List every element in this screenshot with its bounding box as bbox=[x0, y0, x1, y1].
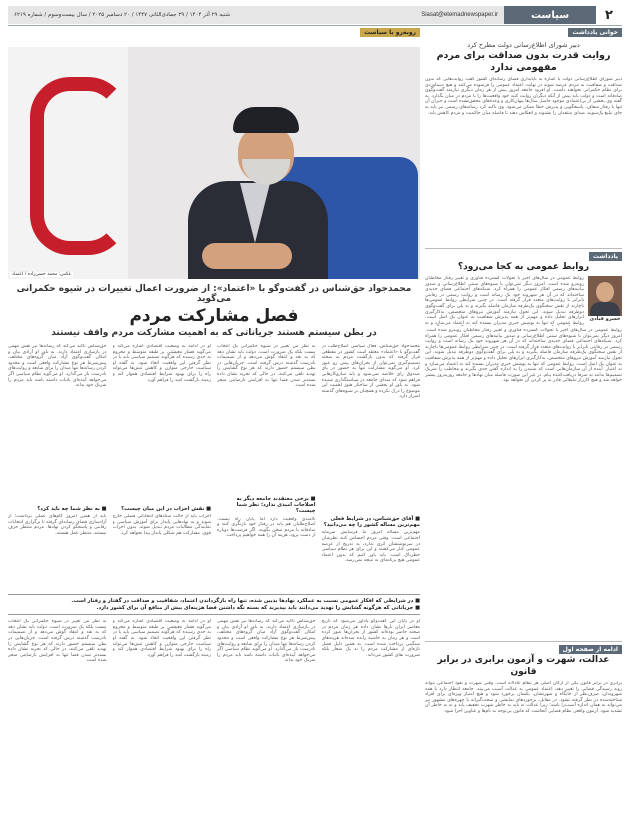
col6-text: حق‌شناس تاکید می‌کند که رسانه‌ها نیز نقش مهمی در بازسازی اعتماد دارند. به باور او آزادی بیان و امکان گفت‌وگوی آزاد میان گروه‌های مختلف، پیش‌شرط هر نوع مشارکت واقعی است و محدود کردن رسانه‌ها تنها میدان را برای شایعه و روایت‌های نادرست باز می‌گذارد. او می‌گوید نظام سیاسی اگر می‌خواهد آینده‌ای باثبات داشته باشد باید مردم را شریک خود بداند. bbox=[217, 619, 316, 664]
story3-body: برابری در برابر قانون یکی از ارکان اصلی هر نظام عادلانه است. وقتی شهرت و نفوذ اجتماعی بتواند روند رسیدگی قضایی را تغییر دهد، اعتماد عمومی به عدالت آسیب می‌بیند. جامعه انتظار دارد با همه شهروندان، صرف‌نظر از جایگاه و شهرتشان، یکسان برخورد شود و هیچ امتیاز ویژه‌ای برای افراد شناخته‌شده در نظر گرفته نشود. در مقابل، برخوردهای نمایشی و سخت‌گیرانه با چهره‌های مشهور نیز می‌تواند به همان اندازه آسیب‌زا باشد؛ زیرا عدالت نه باید به خاطر شهرت تخفیف یابد و نه به خاطر آن تشدید شود. آزمون واقعی نظام قضایی آنجاست که قانون بی‌توجه به نام‌ها و عناوین اجرا شود. bbox=[425, 681, 622, 714]
col4-text: حق‌شناس تاکید می‌کند که رسانه‌ها نیز نقش مهمی در بازسازی اعتماد دارند. به باور او آزادی بیان و امکان گفت‌وگوی آزاد میان گروه‌های مختلف، پیش‌شرط هر نوع مشارکت واقعی است و محدود کردن رسانه‌ها تنها میدان را برای شایعه و روایت‌های نادرست باز می‌گذارد. او می‌گوید نظام سیاسی اگر می‌خواهد آینده‌ای باثبات داشته باشد باید مردم را شریک خود بداند. bbox=[8, 344, 107, 389]
article-columns-lower bbox=[8, 619, 420, 769]
main-title: فصل مشارکت مردم bbox=[129, 306, 299, 326]
masthead bbox=[8, 6, 622, 24]
col2-question: ■ برخی معتقدند جامعه دیگر به اصلاحات امیدی ندارد؛ نظر شما چیست؟ bbox=[236, 496, 316, 515]
story1-overline: دبیر شورای اطلاع‌رسانی دولت مطرح کرد bbox=[467, 41, 580, 49]
kicker-2: یادداشت bbox=[589, 252, 622, 261]
col5-text: او در پایان این گفت‌وگو یادآور می‌شود که تاریخ معاصر ایران بارها نشان داده هر زمان مردم در صحنه حاضر بوده‌اند کشور از بحران‌ها عبور کرده است و هر زمان به حاشیه رانده شده‌اند هزینه‌های سنگینی پرداخت شده است. به همین دلیل فصل تازه‌ای از مشارکت مردم را نه یک شعار بلکه ضرورت بقای کشور می‌داند. bbox=[321, 619, 420, 658]
author-block bbox=[425, 276, 622, 326]
right-column bbox=[425, 28, 622, 812]
col3-text: او در ادامه به وضعیت اقتصادی اشاره می‌کند و می‌گوید فشار معیشتی بر طبقه متوسط و محروم به حدی رسیده که هرگونه تصمیم سیاسی باید با در نظر گرفتن این واقعیت اتخاذ شود. به گفته او سیاست خارجی متوازن و کاهش تنش‌ها می‌تواند راه را برای بهبود شرایط اقتصادی هموار کند و زمینه بازگشت امید را فراهم آورد. bbox=[112, 344, 211, 383]
col1-answer: مهم‌ترین مساله امروز ما فرسایش سرمایه اجتماعی است. وقتی مردم احساس کنند نظرشان در سرنوشتشان اثری ندارد، به تدریج از عرصه عمومی کنار می‌کشند و این برای هر نظام سیاسی خطرناک است. باید باور کنیم که بدون اعتماد عمومی هیچ برنامه‌ای به نتیجه نمی‌رسد. bbox=[321, 530, 420, 564]
article-columns bbox=[8, 344, 420, 590]
article-col-1 bbox=[322, 344, 421, 590]
section-label: سیاست bbox=[504, 6, 596, 24]
main-kicker: روبه‌رو با سیاست bbox=[360, 28, 420, 37]
col7-text: او در ادامه به وضعیت اقتصادی اشاره می‌کند و می‌گوید فشار معیشتی بر طبقه متوسط و محروم به حدی رسیده که هرگونه تصمیم سیاسی باید با در نظر گرفتن این واقعیت اتخاذ شود. به گفته او سیاست خارجی متوازن و کاهش تنش‌ها می‌تواند راه را برای بهبود شرایط اقتصادی هموار کند و زمینه بازگشت امید را فراهم آورد. bbox=[112, 619, 211, 658]
story1-title: روایت قدرت بدون صداقت برای مردم مفهومی ندارد bbox=[436, 50, 611, 73]
col8-text: به نظر من تغییر در شیوه حکمرانی یک انتخاب نیست بلکه یک ضرورت است. دولت باید نشان دهد که به نقد و انتقاد گوش می‌دهد و از تصمیمات نادرست گذشته درس گرفته است. جریان‌هایی در بطن سیستم حضور دارند که هر نوع گشایش را تهدید تلقی می‌کنند، در حالی که تجربه نشان داده بسته‌تر شدن فضا تنها به افزایش نارضایتی منجر شده است. bbox=[8, 619, 107, 664]
col2-text: به نظر من تغییر در شیوه حکمرانی یک انتخاب نیست بلکه یک ضرورت است. دولت باید نشان دهد که به نقد و انتقاد گوش می‌دهد و از تصمیمات نادرست گذشته درس گرفته است. جریان‌هایی در بطن سیستم حضور دارند که هر نوع گشایش را تهدید تلقی می‌کنند، در حالی که تجربه نشان داده بسته‌تر شدن فضا تنها به افزایش نارضایتی منجر شده است. bbox=[217, 344, 316, 389]
divider bbox=[425, 641, 622, 642]
kicker-3: ادامه از صفحه اول bbox=[559, 645, 622, 654]
site-email[interactable]: Siasat@etemadnewspaper.ir bbox=[421, 12, 498, 18]
masthead-info bbox=[8, 6, 504, 24]
date-line: شنبه ۲۹ آذر ۱۴۰۴ / ۲۹ جمادی‌الثانی ۱۴۴۷ / ۲۰ دسامبر ۲۰۲۵ / سال بیست‌وسوم / شماره ۶۲۱۹ bbox=[14, 12, 231, 18]
kicker-1: خوانی یادداشت bbox=[568, 28, 622, 37]
article-col-2 bbox=[217, 344, 316, 590]
author-photo bbox=[588, 276, 622, 326]
col3-answer: احزاب باید از حالت ستادهای انتخاباتی فصلی خارج شوند و به نهادهایی پایدار برای آموزش سیاسی و نمایندگی مطالبات مردم تبدیل شوند. بدون احزاب قوی، مشارکت هم شکلی پایدار پیدا نخواهد کرد. bbox=[112, 514, 211, 536]
author-name: خسرو قبادی bbox=[589, 316, 621, 322]
logo-banner bbox=[8, 47, 128, 279]
pull-quote-block bbox=[8, 594, 420, 615]
pull-quote-1: ■ در شرایطی که افکار عمومی نسبت به عملکرد نهادها بدبین شده، تنها راه بازگرداندن اعتماد، شفافیت و صداقت در گفتار و رفتار است. bbox=[71, 598, 420, 605]
pull-quote-2: ■ جریاناتی که هرگونه گشایش را تهدید می‌دانند باید بپذیرند که بسته نگه داشتن فضا هزینه‌ای بیش از منافع آن برای کشور دارد. bbox=[96, 604, 420, 611]
col4-question: ■ به نظر شما چه باید کرد؟ bbox=[37, 506, 107, 512]
col3-question: ■ نقش احزاب در این میان چیست؟ bbox=[121, 506, 211, 512]
story2-body: روابط عمومی در سال‌های اخیر با تحولات گسترده فناوری و تغییر رفتار مخاطبان روبه‌رو شده است. امروز دیگر نمی‌توان با شیوه‌های سنتی اطلاع‌رسانی و صدور بیانیه‌های رسمی افکار عمومی را همراه کرد. شبکه‌های اجتماعی فضای جدیدی ساخته‌اند که در آن هر شهروند خود یک رسانه است و روایت رسمی در رقابتی نابرابر با روایت‌های متعدد قرار گرفته است. در چنین شرایطی روابط عمومی‌ها ناچارند از نقش سخنگوی یک‌طرفه سازمان فاصله بگیرند و به پلی برای گفت‌وگوی دوطرفه تبدیل شوند. این تحول نیازمند آموزش نیروهای متخصص، به‌کارگیری ابزارهای تحلیل داده و مهم‌تر از همه پذیرش شفافیت به عنوان یک اصل است. روابط عمومی که تنها به پوشش خبری مدیران بسنده کند نه اعتماد می‌سازد و نه اعتبار. آینده از آن سازمان‌هایی است که شنیدن را به اندازه گفتن جدی بگیرند و مخاطب را شریک تصمیم‌ها بدانند نه صرفا دریافت‌کننده پیام. در غیر این صورت فاصله میان نهادها و جامعه روز‌به‌روز بیشتر خواهد شد و هیچ کارزار تبلیغاتی قادر به پر کردن آن نخواهد بود. bbox=[425, 328, 622, 384]
page-number: ۲ bbox=[596, 6, 622, 24]
col2-answer: ناامیدی واقعیت دارد اما پایان راه نیست. اصلاح‌طلبان هم باید در رفتار خود بازنگری کنند و صادقانه با مردم سخن بگویند. اگر فرصت‌ها دوباره از دست برود، هزینه آن را همه خواهیم پرداخت. bbox=[217, 516, 316, 539]
divider bbox=[425, 248, 622, 249]
col4-answer: باید از همین امروز گام‌های عملی برداشت؛ از آزادسازی فضای رسانه‌ای گرفته تا برگزاری انتخابات رقابتی و پاسخگو کردن نهادها. مردم منتظر حرف نیستند، منتظر عمل هستند. bbox=[8, 514, 107, 536]
article-col-3 bbox=[113, 344, 212, 590]
interviewee-figure bbox=[178, 107, 328, 279]
photo-caption: عکس: محمد حسن‌زاده / اعتماد bbox=[12, 272, 72, 277]
story2-lead: روابط عمومی در سال‌های اخیر با تحولات گسترده فناوری و تغییر رفتار مخاطبان روبه‌رو شده است. امروز دیگر نمی‌توان با شیوه‌های سنتی اطلاع‌رسانی و صدور بیانیه‌های رسمی افکار عمومی را همراه کرد. شبکه‌های اجتماعی فضای جدیدی ساخته‌اند که در آن هر شهروند خود یک رسانه است و روایت رسمی در رقابتی نابرابر با روایت‌های متعدد قرار گرفته است. در چنین شرایطی روابط عمومی‌ها ناچارند از نقش سخنگوی یک‌طرفه سازمان فاصله بگیرند و به پلی برای گفت‌وگوی دوطرفه تبدیل شوند. این تحول نیازمند آموزش نیروهای متخصص، به‌کارگیری ابزارهای تحلیل داده و مهم‌تر از همه پذیرش شفافیت به عنوان یک اصل است. روابط عمومی که تنها به پوشش خبری مدیران بسنده کند نه اعتماد می‌سازد و نه bbox=[425, 276, 584, 326]
avatar bbox=[588, 276, 622, 316]
main-overline: محمدجواد حق‌شناس در گفت‌وگو با «اعتماد»: از ضرورت اعمال تغییرات در شیوه حکمرانی می‌گوید bbox=[16, 284, 412, 304]
col1-question: ■ آقای حق‌شناس، در شرایط فعلی مهم‌ترین مساله کشور را چه می‌دانید؟ bbox=[323, 516, 420, 529]
story2-title: روابط عمومی به کجا می‌رود؟ bbox=[457, 262, 590, 272]
main-story bbox=[8, 28, 420, 812]
masthead-rule bbox=[8, 25, 622, 26]
article-col-4 bbox=[8, 344, 107, 590]
story3-title: عدالت، شهرت و آزمون برابری در برابر قانون bbox=[437, 655, 610, 677]
main-dek: در بطن سیستم هستند جریاناتی که به اهمیت مشارکت مردم واقف نیستند bbox=[51, 328, 377, 338]
main-photo bbox=[8, 47, 420, 279]
story1-body: دبیر شورای اطلاع‌رسانی دولت با اشاره به ناپایداری فضای رسانه‌ای کشور گفت روایت‌هایی که بدون صداقت و شفافیت به مردم عرضه شوند در نهایت اعتماد عمومی را فرسوده می‌کنند و هیچ دستاوردی برای نظام حکمرانی نخواهند داشت. او افزود جامعه امروز بیش از هر زمان دیگری نیازمند گفت‌وگوی صادقانه است و دولت باید پیش از آنکه دیگران روایت کنند خود واقعیت‌ها را با مردم در میان بگذارد. به گفته وی بخشی از بی‌اعتمادی موجود حاصل سال‌ها پنهان‌کاری و وعده‌های محقق‌نشده است و جبران آن تنها با رفتار شفاف، پاسخگویی و پذیرش خطا ممکن می‌شود. وی تاکید کرد رسانه‌های رسمی نیز باید به جای تبلیغ یک‌سویه، صدای منتقدان را بشنوند و انعکاس دهند تا فاصله میان حاکمیت و مردم کاهش یابد. bbox=[425, 77, 622, 116]
col1-text: محمدجواد حق‌شناس، فعال سیاسی اصلاح‌طلب در گفت‌وگو با «اعتماد» معتقد است کشور در مقطعی قرار گرفته که بدون بازگشت مردم به صحنه تصمیم‌گیری نمی‌توان از بحران‌های پیش رو عبور کرد. او می‌گوید مشارکت تنها به حضور در پای صندوق رای خلاصه نمی‌شود و باید سازوکارهایی فراهم شود که صدای جامعه در سیاستگذاری شنیده شود. به باور او بخشی از ساختار هنوز اهمیت این موضوع را درک نکرده و همچنان بر شیوه‌های گذشته اصرار دارد. bbox=[321, 344, 420, 400]
